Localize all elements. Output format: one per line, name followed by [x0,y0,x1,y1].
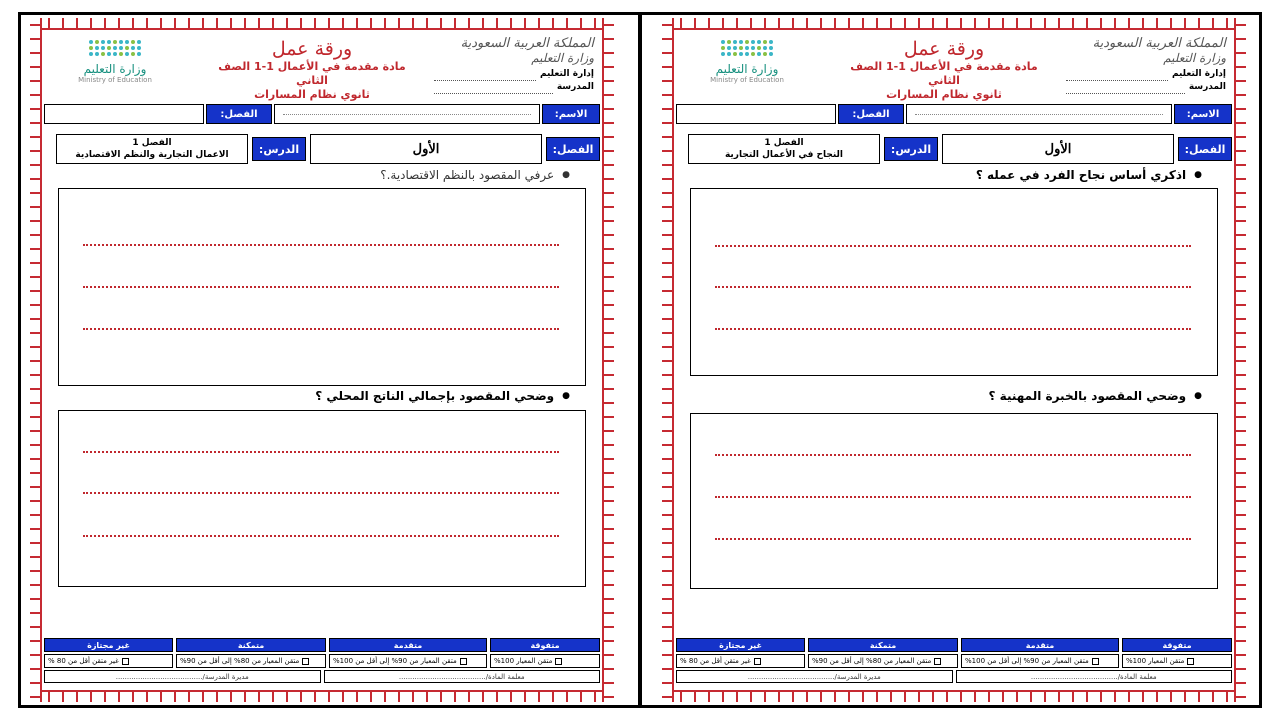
page-title: ورقة عمل [903,38,985,60]
answer-line [715,454,1191,456]
grade-criteria [676,654,1232,668]
moe-logo: وزارة التعليم Ministry of Education [50,36,180,85]
class-field[interactable] [44,104,204,124]
page-title: ورقة عمل [271,38,353,60]
checkbox[interactable] [754,658,761,665]
name-label: الاسم: [542,104,600,124]
answer-box-1[interactable] [690,188,1218,376]
lesson-name: الفصل 1 النجاح في الأعمال التجارية [688,134,880,164]
bullet-icon: ● [1194,391,1202,401]
moe-logo: وزارة التعليم Ministry of Education [682,36,812,85]
criterion-proficient[interactable]: متقن المعيار من 80% إلى أقل من 90% [808,654,958,668]
checkbox[interactable] [1187,658,1194,665]
title-block [206,38,418,102]
chapter-label: الفصل: [1178,137,1232,161]
criterion-advanced[interactable]: متقن المعيار من 90% إلى أقل من 100% [961,654,1119,668]
question-2: ● وضحي المقصود بالخبرة المهنية ؟ [988,389,1202,403]
principal-signature[interactable]: مديرة المدرسة/....................................... [44,670,321,683]
criterion-excellent[interactable]: متقن المعيار 100% [490,654,600,668]
admin-label: إدارة التعليم [539,69,594,79]
criterion-not-passed[interactable]: غير متقن أقل من 80 % [676,654,805,668]
question-2: ● وضحي المقصود بإجمالي الناتج المحلي ؟ [315,389,570,403]
principal-signature[interactable]: مديرة المدرسة/....................................... [676,670,953,683]
lesson-row [56,134,600,164]
worksheet-right [662,18,1246,702]
criterion-not-passed[interactable]: غير متقن أقل من 80 % [44,654,173,668]
subject-line: مادة مقدمة في الأعمال 1-1 الصف الثاني [218,60,406,87]
answer-line [83,451,559,453]
subject-line: مادة مقدمة في الأعمال 1-1 الصف الثاني [850,60,1038,87]
class-label: الفصل: [838,104,904,124]
admin-fields [1066,68,1226,94]
worksheet-left [30,18,614,702]
checkbox[interactable] [1092,658,1099,665]
checkbox[interactable] [934,658,941,665]
bullet-icon: ● [562,391,570,401]
lesson-label: الدرس: [884,137,938,161]
kingdom-logo-text: المملكة العربية السعودية وزارة التعليم [460,36,594,65]
signature-row [44,670,600,683]
answer-line [715,496,1191,498]
checkbox[interactable] [302,658,309,665]
sheet-divider [638,12,642,708]
answer-line [715,328,1191,330]
answer-line [83,244,559,246]
criterion-proficient[interactable]: متقن المعيار من 80% إلى أقل من 90% [176,654,326,668]
answer-box-1[interactable] [58,188,586,386]
lesson-row [688,134,1232,164]
bullet-icon: ● [562,170,570,180]
checkbox[interactable] [555,658,562,665]
criterion-advanced[interactable]: متقن المعيار من 90% إلى أقل من 100% [329,654,487,668]
lesson-label: الدرس: [252,137,306,161]
answer-box-2[interactable] [58,410,586,587]
question-1: ● عرفي المقصود بالنظم الاقتصادية.؟ [380,168,570,182]
admin-label: إدارة التعليم [1171,69,1226,79]
moe-logo-icon [50,40,180,56]
class-field[interactable] [676,104,836,124]
title-block [838,38,1050,102]
school-label: المدرسة [556,82,594,92]
chapter-label: الفصل: [546,137,600,161]
school-label: المدرسة [1188,82,1226,92]
student-info-row [676,104,1232,124]
answer-line [83,286,559,288]
grade-line: ثانوي نظام المسارات [886,88,1002,101]
checkbox[interactable] [122,658,129,665]
class-label: الفصل: [206,104,272,124]
criterion-excellent[interactable]: متقن المعيار 100% [1122,654,1232,668]
teacher-signature[interactable]: معلمة المادة/....................................... [324,670,601,683]
name-label: الاسم: [1174,104,1232,124]
moe-logo-icon [682,40,812,56]
teacher-signature[interactable]: معلمة المادة/....................................... [956,670,1233,683]
admin-field[interactable] [1066,72,1168,81]
answer-line [715,245,1191,247]
school-field[interactable] [434,85,553,94]
worksheet-header [678,34,1230,100]
answer-line [83,535,559,537]
kingdom-logo-text: المملكة العربية السعودية وزارة التعليم [1092,36,1226,65]
lesson-name: الفصل 1 الاعمال التجارية والنظم الاقتصادية [56,134,248,164]
chapter-value: الأول [310,134,542,164]
grade-header: متفوقة متقدمة متمكنة غير مجتازة [44,638,600,652]
name-field[interactable] [906,104,1172,124]
school-field[interactable] [1066,85,1185,94]
worksheet-header [46,34,598,100]
grade-criteria [44,654,600,668]
admin-fields [434,68,594,94]
answer-line [715,538,1191,540]
grade-line: ثانوي نظام المسارات [254,88,370,101]
answer-line [83,328,559,330]
answer-line [715,286,1191,288]
grade-header: متفوقة متقدمة متمكنة غير مجتازة [676,638,1232,652]
name-field[interactable] [274,104,540,124]
question-1: ● اذكري أساس نجاح الفرد في عمله ؟ [975,168,1202,182]
chapter-value: الأول [942,134,1174,164]
answer-box-2[interactable] [690,413,1218,589]
admin-field[interactable] [434,72,536,81]
student-info-row [44,104,600,124]
checkbox[interactable] [460,658,467,665]
answer-line [83,492,559,494]
signature-row [676,670,1232,683]
bullet-icon: ● [1194,170,1202,180]
